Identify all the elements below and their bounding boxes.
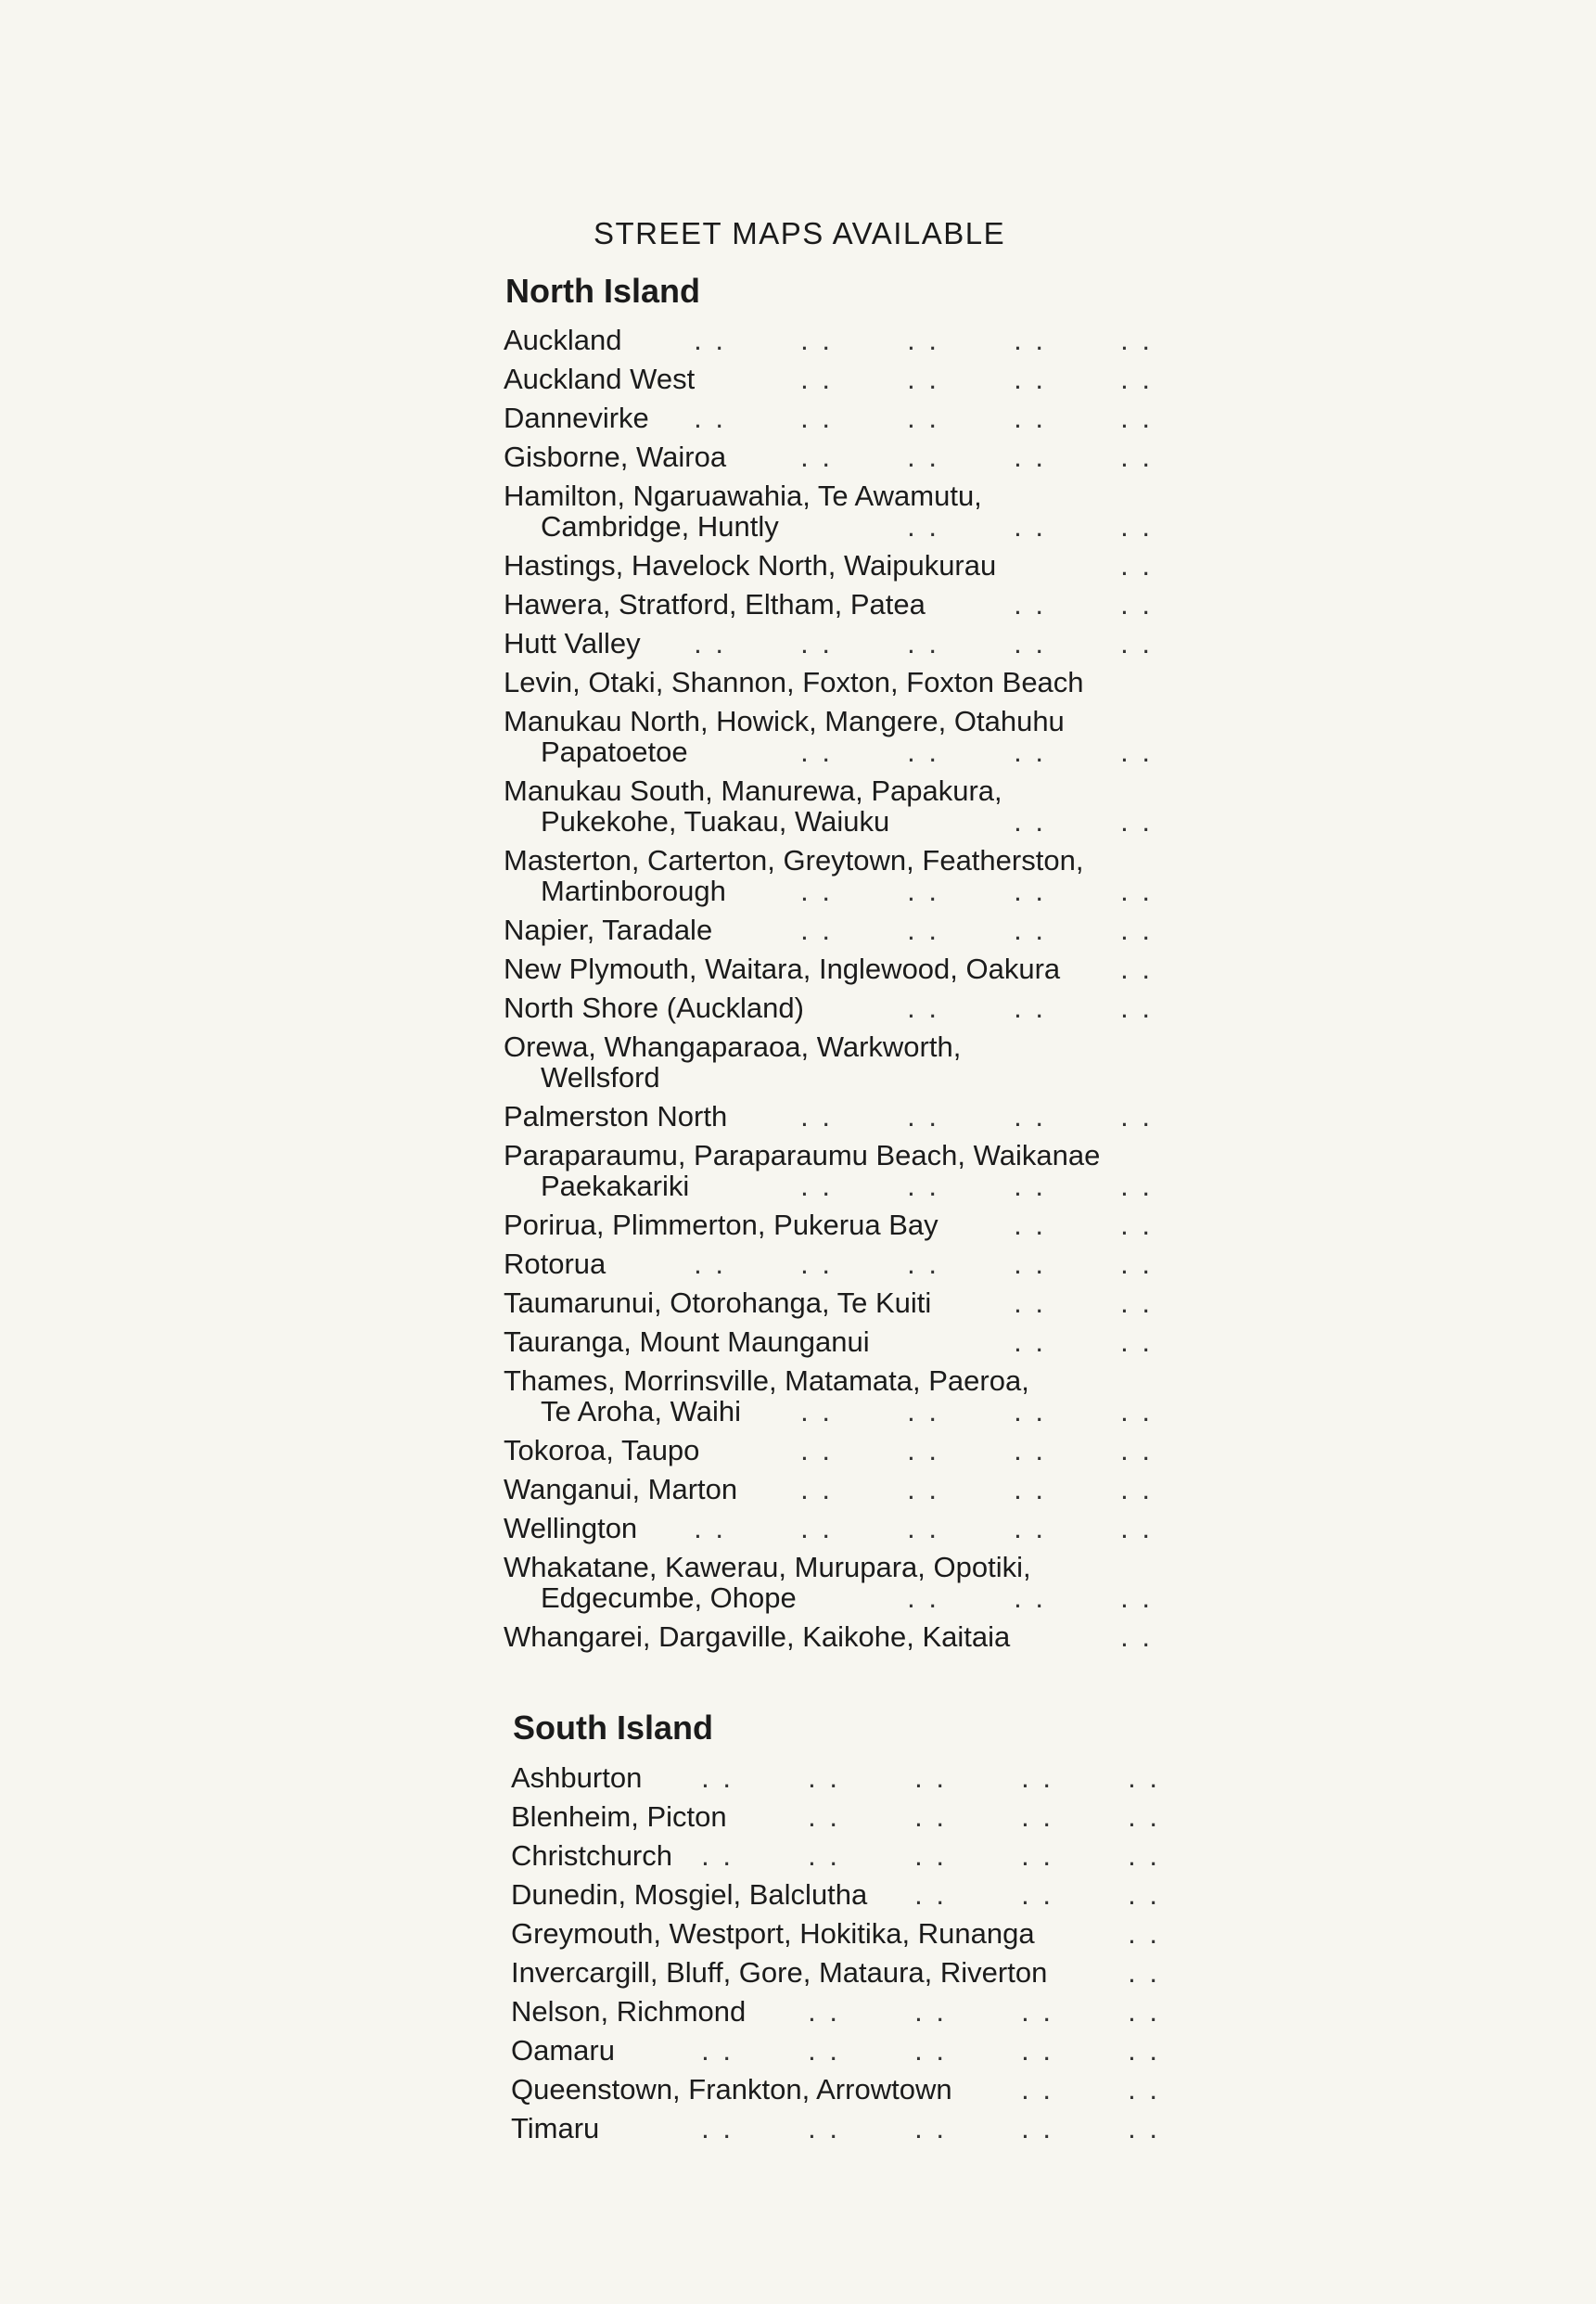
south-island-list — [511, 1762, 1160, 2152]
place-names: Queenstown, Frankton, Arrowtown — [511, 2073, 952, 2106]
list-item — [504, 1210, 1153, 1240]
list-item — [511, 1879, 1160, 1910]
place-names: Whakatane, Kawerau, Murupara, Opotiki, — [504, 1551, 1031, 1583]
list-item — [511, 1957, 1160, 1988]
list-item — [511, 1918, 1160, 1949]
list-item — [504, 954, 1153, 984]
place-names: Hutt Valley — [504, 627, 641, 659]
place-names: Dunedin, Mosgiel, Balclutha — [511, 1878, 868, 1911]
place-names: Auckland West — [504, 363, 696, 395]
place-names: Manukau North, Howick, Mangere, Otahuhu — [504, 705, 1065, 737]
south-island-heading: South Island — [513, 1709, 713, 1747]
place-names: Hawera, Stratford, Eltham, Patea — [504, 588, 926, 621]
list-item — [504, 1513, 1153, 1543]
place-names-continued: Pukekohe, Tuakau, Waiuku — [541, 805, 890, 838]
place-names: Thames, Morrinsville, Matamata, Paeroa, — [504, 1364, 1029, 1397]
place-names-continued: Papatoetoe — [541, 736, 688, 768]
place-names: Auckland — [504, 324, 622, 356]
list-item — [504, 403, 1153, 433]
place-names: Hastings, Havelock North, Waipukurau — [504, 549, 997, 582]
place-names: Nelson, Richmond — [511, 1995, 747, 2028]
dot-leader: . . — [1128, 1956, 1160, 1989]
place-names: Manukau South, Manurewa, Papakura, — [504, 774, 1002, 807]
place-names: Napier, Taradale — [504, 914, 713, 946]
place-names-continued: Paekakariki — [541, 1170, 690, 1202]
place-names: Palmerston North — [504, 1100, 728, 1133]
list-item — [504, 1101, 1153, 1132]
dot-leader: . . . . . . . . . . — [694, 324, 1153, 356]
place-names-continued: Cambridge, Huntly — [541, 510, 779, 543]
list-item — [504, 1287, 1153, 1318]
place-names: Dannevirke — [504, 402, 649, 434]
list-item — [504, 1435, 1153, 1466]
list-item — [511, 1840, 1160, 1871]
north-island-list — [504, 325, 1153, 1660]
list-item — [504, 1621, 1153, 1652]
place-names: Ashburton — [511, 1761, 643, 1794]
place-names: Invercargill, Bluff, Gore, Mataura, Riverton — [511, 1956, 1048, 1989]
dot-leader: . . . . . . . . — [808, 1800, 1160, 1833]
dot-leader: . . . . — [1014, 1325, 1153, 1358]
place-names: Greymouth, Westport, Hokitika, Runanga — [511, 1917, 1035, 1950]
dot-leader: . . — [1128, 1917, 1160, 1950]
dot-leader: . . . . . . — [914, 1878, 1160, 1911]
dot-leader: . . . . . . . . — [800, 1473, 1153, 1505]
dot-leader: . . — [1120, 953, 1153, 985]
dot-leader: . . . . . . . . — [800, 1395, 1153, 1427]
place-names: New Plymouth, Waitara, Inglewood, Oakura — [504, 953, 1061, 985]
place-names: Hamilton, Ngaruawahia, Te Awamutu, — [504, 480, 982, 512]
dot-leader: . . . . . . — [907, 510, 1153, 543]
place-names: Rotorua — [504, 1248, 606, 1280]
dot-leader: . . . . . . . . — [800, 363, 1153, 395]
list-item — [511, 2035, 1160, 2066]
list-item — [504, 1248, 1153, 1279]
dot-leader: . . . . . . . . — [800, 875, 1153, 907]
place-names: Blenheim, Picton — [511, 1800, 727, 1833]
dot-leader: . . . . . . . . — [800, 914, 1153, 946]
dot-leader: . . . . . . — [907, 1581, 1153, 1614]
dot-leader: . . . . . . . . — [800, 441, 1153, 473]
dot-leader: . . . . . . . . . . — [701, 1761, 1160, 1794]
list-item — [504, 775, 1153, 837]
dot-leader: . . . . . . . . — [808, 1995, 1160, 2028]
dot-leader: . . . . — [1014, 1209, 1153, 1241]
list-item — [504, 550, 1153, 581]
list-item — [504, 1552, 1153, 1613]
dot-leader: . . . . . . . . . . — [701, 1839, 1160, 1872]
list-item — [504, 667, 1153, 698]
list-item — [504, 1365, 1153, 1427]
place-names-continued: Wellsford — [541, 1061, 660, 1094]
place-names: North Shore (Auckland) — [504, 992, 804, 1024]
place-names: Gisborne, Wairoa — [504, 441, 727, 473]
dot-leader: . . . . . . . . . . — [694, 402, 1153, 434]
list-item — [504, 1031, 1153, 1093]
list-item — [504, 364, 1153, 394]
list-item — [504, 589, 1153, 620]
place-names: Levin, Otaki, Shannon, Foxton, Foxton Beach — [504, 666, 1084, 698]
dot-leader: . . — [1120, 1620, 1153, 1653]
place-names: Taumarunui, Otorohanga, Te Kuiti — [504, 1286, 932, 1319]
dot-leader: . . . . — [1021, 2073, 1160, 2106]
dot-leader: . . . . — [1014, 805, 1153, 838]
dot-leader: . . . . . . . . . . — [694, 1248, 1153, 1280]
place-names: Wellington — [504, 1512, 638, 1544]
list-item — [511, 2113, 1160, 2144]
list-item — [504, 628, 1153, 659]
place-names-continued: Edgecumbe, Ohope — [541, 1581, 797, 1614]
list-item — [504, 706, 1153, 767]
list-item — [511, 1762, 1160, 1793]
north-island-heading: North Island — [505, 272, 701, 310]
place-names: Orewa, Whangaparaoa, Warkworth, — [504, 1030, 962, 1063]
place-names: Whangarei, Dargaville, Kaikohe, Kaitaia — [504, 1620, 1011, 1653]
place-names: Masterton, Carterton, Greytown, Featherston, — [504, 844, 1084, 877]
list-item — [504, 1140, 1153, 1201]
dot-leader: . . . . . . . . . . — [694, 1512, 1153, 1544]
dot-leader: . . . . . . . . — [800, 1100, 1153, 1133]
dot-leader: . . . . . . . . — [800, 1434, 1153, 1466]
dot-leader: . . . . . . . . . . — [701, 2034, 1160, 2067]
place-names-continued: Te Aroha, Waihi — [541, 1395, 741, 1427]
list-item — [504, 325, 1153, 355]
list-item — [511, 1801, 1160, 1832]
list-item — [504, 1474, 1153, 1504]
place-names: Oamaru — [511, 2034, 615, 2067]
place-names-continued: Martinborough — [541, 875, 726, 907]
dot-leader: . . . . . . . . — [800, 736, 1153, 768]
dot-leader: . . . . . . . . — [800, 1170, 1153, 1202]
dot-leader: . . . . . . . . . . — [701, 2112, 1160, 2144]
dot-leader: . . . . — [1014, 588, 1153, 621]
dot-leader: . . . . . . — [907, 992, 1153, 1024]
list-item — [511, 1996, 1160, 2027]
list-item — [504, 992, 1153, 1023]
list-item — [504, 915, 1153, 945]
place-names: Tauranga, Mount Maunganui — [504, 1325, 870, 1358]
page-title: STREET MAPS AVAILABLE — [594, 216, 1006, 250]
list-item — [511, 2074, 1160, 2105]
list-item — [504, 845, 1153, 906]
place-names: Porirua, Plimmerton, Pukerua Bay — [504, 1209, 938, 1241]
place-names: Paraparaumu, Paraparaumu Beach, Waikanae — [504, 1139, 1101, 1171]
dot-leader: . . — [1120, 549, 1153, 582]
dot-leader: . . . . . . . . . . — [694, 627, 1153, 659]
place-names: Christchurch — [511, 1839, 672, 1872]
place-names: Tokoroa, Taupo — [504, 1434, 700, 1466]
list-item — [504, 480, 1153, 542]
list-item — [504, 1326, 1153, 1357]
dot-leader: . . . . — [1014, 1286, 1153, 1319]
place-names: Wanganui, Marton — [504, 1473, 738, 1505]
list-item — [504, 442, 1153, 472]
place-names: Timaru — [511, 2112, 600, 2144]
